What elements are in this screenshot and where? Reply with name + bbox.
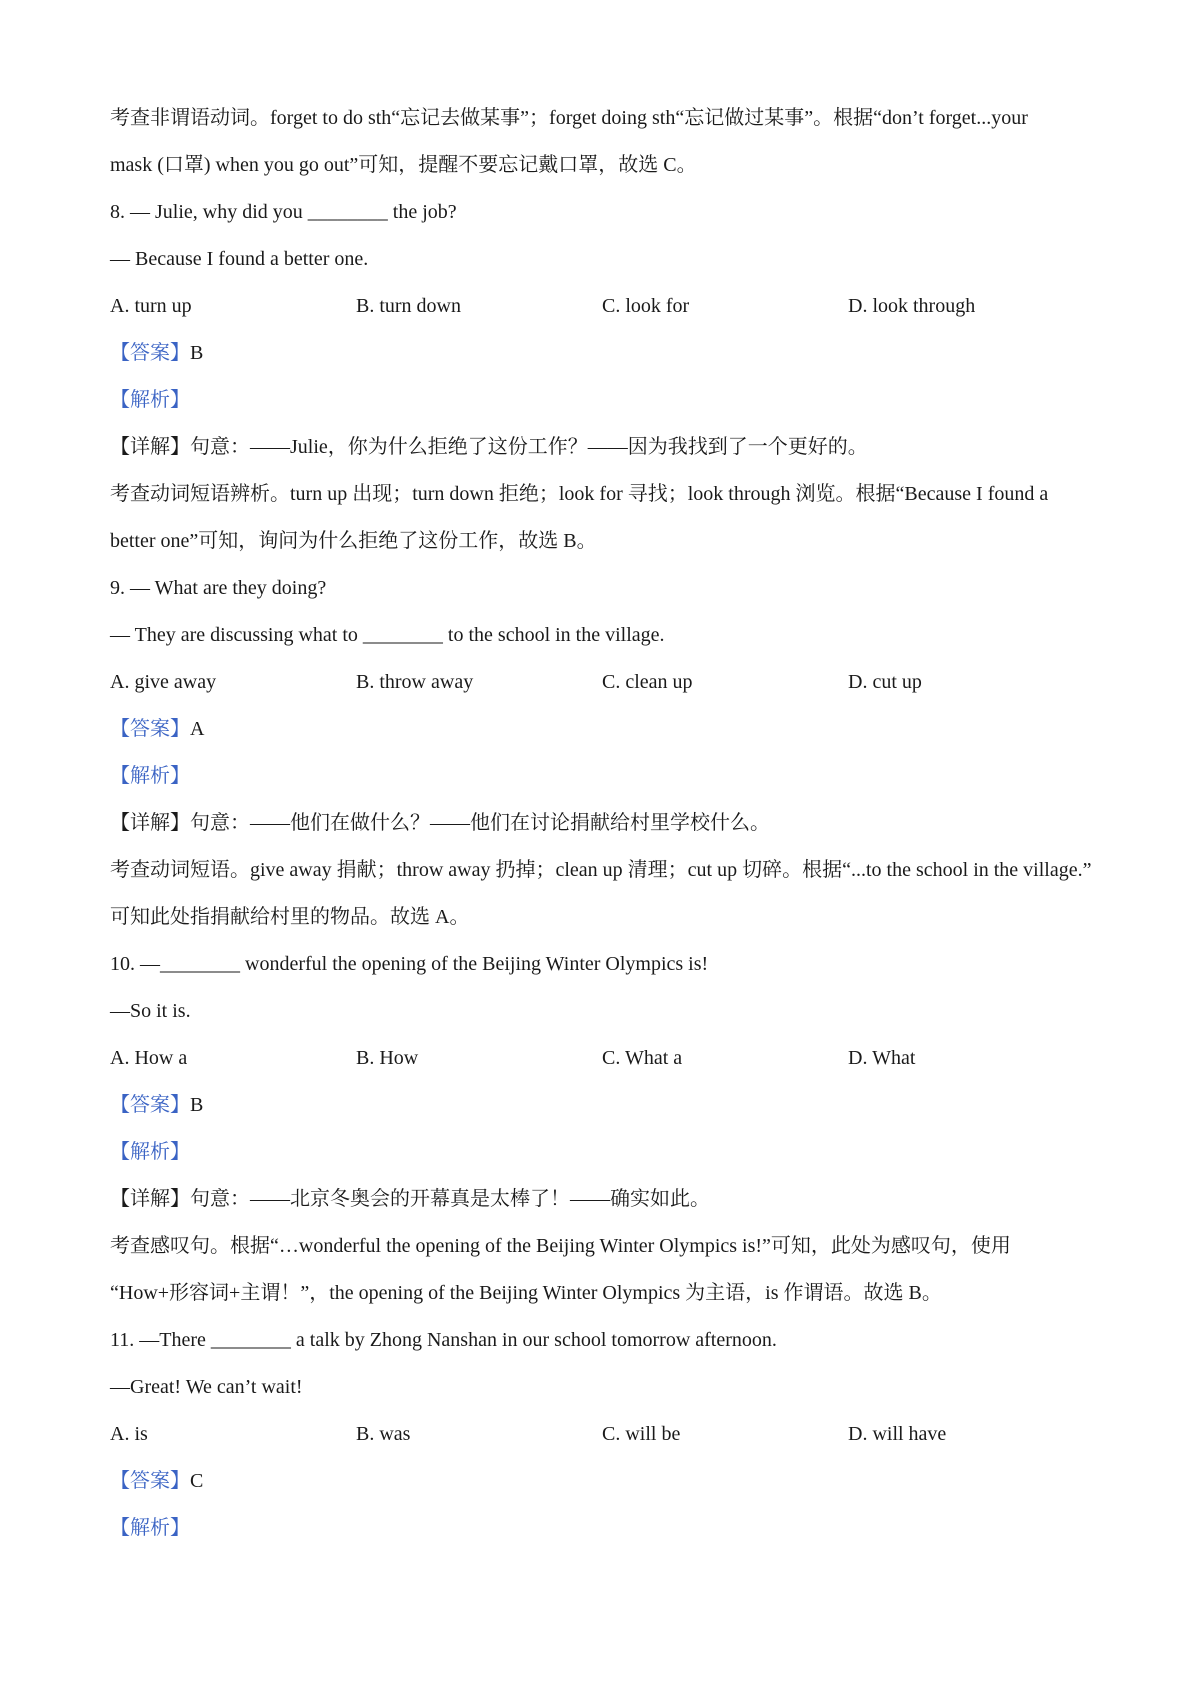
q10-explain-line-1: 考查感叹句。根据“…wonderful the opening of the Beijing Winter Olympics is!”可知，此处为感叹句，使用	[110, 1235, 1011, 1257]
q9-explain-line-2: 可知此处指捐献给村里的物品。故选 A。	[110, 906, 470, 928]
q9-detail	[110, 800, 1110, 847]
analysis-label: 【解析】	[110, 1141, 190, 1163]
q10-option-a: A. How a	[110, 1047, 188, 1069]
q11-answer-value: C	[190, 1470, 204, 1492]
q10-option-c: C. What a	[602, 1047, 683, 1069]
q10-answer-value: B	[190, 1094, 204, 1116]
q8-option-b: B. turn down	[356, 295, 461, 317]
q9-options	[110, 659, 1110, 706]
q10-options	[110, 1035, 1110, 1082]
q8-option-d: D. look through	[848, 295, 976, 317]
q8-option-c: C. look for	[602, 295, 690, 317]
q10-answer	[110, 1082, 1110, 1129]
q8-detail	[110, 424, 1110, 471]
q9-answer	[110, 706, 1110, 753]
q11-stem: 11. —There ________ a talk by Zhong Nanshan in our school tomorrow afternoon.	[110, 1329, 777, 1351]
q11-option-a: A. is	[110, 1423, 148, 1445]
q7-explanation-line-1: 考查非谓语动词。forget to do sth“忘记去做某事”；forget doing sth“忘记做过某事”。根据“don’t forget...your	[110, 107, 1028, 129]
answer-label: 【答案】	[110, 1470, 190, 1492]
q10-option-b: B. How	[356, 1047, 419, 1069]
analysis-label: 【解析】	[110, 1517, 190, 1539]
q10-detail	[110, 1176, 1110, 1223]
q9-stem: 9. — What are they doing?	[110, 577, 327, 599]
q9-option-b: B. throw away	[356, 671, 474, 693]
q9-option-d: D. cut up	[848, 671, 922, 693]
analysis-label: 【解析】	[110, 765, 190, 787]
q8-stem: 8. — Julie, why did you ________ the job?	[110, 201, 457, 223]
q10-detail-text: 句意：——北京冬奥会的开幕真是太棒了！——确实如此。	[190, 1188, 710, 1210]
q10-reply: —So it is.	[110, 1000, 191, 1022]
q11-options	[110, 1411, 1110, 1458]
detail-label: 【详解】	[110, 812, 190, 834]
q9-answer-value: A	[190, 718, 205, 740]
q10-option-d: D. What	[848, 1047, 916, 1069]
analysis-label: 【解析】	[110, 389, 190, 411]
document-page	[110, 95, 1110, 1552]
q11-analysis	[110, 1505, 1110, 1552]
q10-analysis	[110, 1129, 1110, 1176]
answer-label: 【答案】	[110, 1094, 190, 1116]
q8-answer	[110, 330, 1110, 377]
q8-explain-line-2: better one”可知，询问为什么拒绝了这份工作，故选 B。	[110, 530, 597, 552]
q8-reply: — Because I found a better one.	[110, 248, 369, 270]
answer-label: 【答案】	[110, 718, 190, 740]
q9-analysis	[110, 753, 1110, 800]
q11-answer	[110, 1458, 1110, 1505]
q9-option-a: A. give away	[110, 671, 217, 693]
q11-option-d: D. will have	[848, 1423, 947, 1445]
q11-reply: —Great! We can’t wait!	[110, 1376, 303, 1398]
q9-explain-line-1: 考查动词短语。give away 捐献；throw away 扔掉；clean up 清理；cut up 切碎。根据“...to the school in the village.”	[110, 859, 1092, 881]
q8-explain-line-1: 考查动词短语辨析。turn up 出现；turn down 拒绝；look for 寻找；look through 浏览。根据“Because I found a	[110, 483, 1049, 505]
q8-answer-value: B	[190, 342, 204, 364]
q7-explanation-line-2: mask (口罩) when you go out”可知，提醒不要忘记戴口罩，故选 C。	[110, 154, 697, 176]
q9-detail-text: 句意：——他们在做什么？——他们在讨论捐献给村里学校什么。	[190, 812, 770, 834]
q8-option-a: A. turn up	[110, 295, 192, 317]
q10-explain-line-2: “How+形容词+主谓！”，the opening of the Beijing Winter Olympics 为主语，is 作谓语。故选 B。	[110, 1282, 942, 1304]
q11-option-b: B. was	[356, 1423, 411, 1445]
q10-stem: 10. —________ wonderful the opening of the Beijing Winter Olympics is!	[110, 953, 709, 975]
q9-option-c: C. clean up	[602, 671, 693, 693]
q8-analysis	[110, 377, 1110, 424]
detail-label: 【详解】	[110, 1188, 190, 1210]
q8-options	[110, 283, 1110, 330]
detail-label: 【详解】	[110, 436, 190, 458]
q11-option-c: C. will be	[602, 1423, 681, 1445]
q9-reply: — They are discussing what to ________ to the school in the village.	[110, 624, 665, 646]
q8-detail-text: 句意：——Julie，你为什么拒绝了这份工作？——因为我找到了一个更好的。	[190, 436, 868, 458]
answer-label: 【答案】	[110, 342, 190, 364]
